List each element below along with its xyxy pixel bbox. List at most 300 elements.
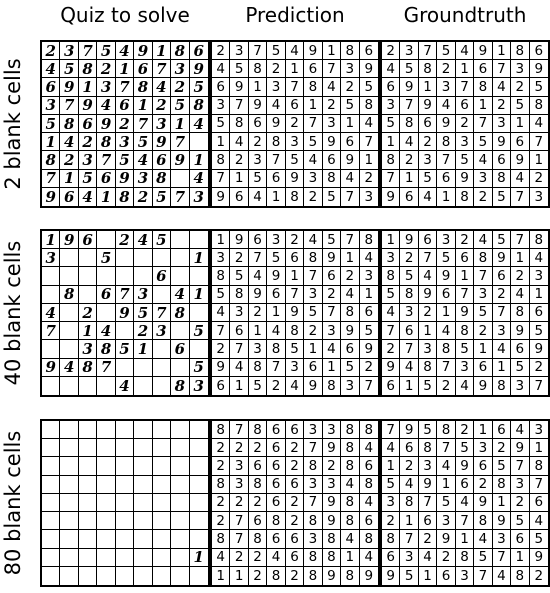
groundtruth-cell: 1 xyxy=(493,42,511,60)
groundtruth-cell: 9 xyxy=(437,115,455,133)
groundtruth-cell: 3 xyxy=(511,377,529,395)
groundtruth-cell: 2 xyxy=(456,231,474,249)
quiz-cell: 2 xyxy=(116,115,134,133)
groundtruth-cell: 8 xyxy=(474,249,492,267)
prediction-cell: 4 xyxy=(212,60,230,78)
groundtruth-cell: 3 xyxy=(474,286,492,304)
prediction-cell: 8 xyxy=(230,286,248,304)
groundtruth-cell: 2 xyxy=(511,78,529,96)
quiz-cell: 7 xyxy=(116,78,134,96)
prediction-cell: 6 xyxy=(267,421,285,439)
quiz-cell: 9 xyxy=(116,304,134,322)
prediction-cell: 9 xyxy=(267,115,285,133)
prediction-cell: 5 xyxy=(267,249,285,267)
prediction-cell: 8 xyxy=(341,457,359,475)
quiz-cell: 9 xyxy=(60,78,78,96)
quiz-cell xyxy=(171,549,189,567)
quiz-cell xyxy=(97,476,115,494)
groundtruth-cell: 9 xyxy=(419,476,437,494)
quiz-cell: 3 xyxy=(42,249,60,267)
quiz-cell: 1 xyxy=(134,97,152,115)
quiz-cell xyxy=(134,421,152,439)
groundtruth-cell: 5 xyxy=(437,42,455,60)
groundtruth-cell: 9 xyxy=(437,267,455,285)
quiz-cell xyxy=(97,377,115,395)
groundtruth-cell: 6 xyxy=(474,359,492,377)
groundtruth-cell: 5 xyxy=(382,115,400,133)
prediction-cell: 1 xyxy=(304,340,322,358)
groundtruth-cell: 4 xyxy=(400,133,418,151)
groundtruth-cell: 8 xyxy=(474,512,492,530)
groundtruth-cell: 2 xyxy=(456,115,474,133)
groundtruth-cell: 6 xyxy=(382,377,400,395)
quiz-cell xyxy=(134,457,152,475)
quiz-cell xyxy=(116,457,134,475)
groundtruth-cell: 1 xyxy=(511,115,529,133)
groundtruth-cell: 5 xyxy=(419,421,437,439)
groundtruth-cell: 3 xyxy=(474,439,492,457)
groundtruth-cell: 7 xyxy=(511,188,529,206)
prediction-cell: 6 xyxy=(249,231,267,249)
quiz-cell: 6 xyxy=(153,267,171,285)
groundtruth-cell: 1 xyxy=(419,78,437,96)
prediction-cell: 8 xyxy=(323,170,341,188)
prediction-cell: 4 xyxy=(323,78,341,96)
groundtruth-cell: 3 xyxy=(456,359,474,377)
quiz-cell xyxy=(171,457,189,475)
prediction-cell: 5 xyxy=(286,151,304,169)
groundtruth-cell: 1 xyxy=(530,286,548,304)
groundtruth-cell: 4 xyxy=(400,359,418,377)
quiz-cell: 4 xyxy=(97,97,115,115)
quiz-cell xyxy=(171,494,189,512)
quiz-cell xyxy=(171,530,189,548)
quiz-cell xyxy=(153,476,171,494)
groundtruth-cell: 8 xyxy=(530,457,548,475)
quiz-cell xyxy=(42,421,60,439)
prediction-cell: 9 xyxy=(304,42,322,60)
quiz-cell: 1 xyxy=(190,249,208,267)
quiz-cell: 1 xyxy=(134,340,152,358)
quiz-cell xyxy=(116,549,134,567)
quiz-cell: 1 xyxy=(42,133,60,151)
groundtruth-cell: 3 xyxy=(437,78,455,96)
prediction-cell: 8 xyxy=(360,97,378,115)
prediction-cell: 5 xyxy=(360,78,378,96)
prediction-cell: 3 xyxy=(212,97,230,115)
quiz-cell: 1 xyxy=(79,322,97,340)
groundtruth-cell: 8 xyxy=(511,567,529,585)
groundtruth-cell: 8 xyxy=(400,115,418,133)
quiz-cell: 6 xyxy=(79,115,97,133)
quiz-cell: 5 xyxy=(134,304,152,322)
groundtruth-cell: 6 xyxy=(382,549,400,567)
prediction-cell: 7 xyxy=(304,439,322,457)
prediction-cell: 9 xyxy=(230,231,248,249)
quiz-cell xyxy=(60,494,78,512)
row-label-40-blank xyxy=(0,229,26,397)
quiz-cell: 7 xyxy=(134,115,152,133)
prediction-cell: 7 xyxy=(230,340,248,358)
quiz-cell: 4 xyxy=(79,188,97,206)
prediction-cell: 9 xyxy=(212,188,230,206)
quiz-cell xyxy=(134,512,152,530)
groundtruth-cell: 7 xyxy=(400,340,418,358)
groundtruth-cell: 3 xyxy=(419,151,437,169)
groundtruth-cell: 1 xyxy=(419,567,437,585)
prediction-cell: 2 xyxy=(212,340,230,358)
groundtruth-cell: 2 xyxy=(400,249,418,267)
prediction-cell: 8 xyxy=(212,421,230,439)
quiz-cell: 6 xyxy=(97,286,115,304)
prediction-cell: 3 xyxy=(249,340,267,358)
quiz-cell xyxy=(79,512,97,530)
groundtruth-cell: 7 xyxy=(511,231,529,249)
prediction-cell: 7 xyxy=(286,78,304,96)
groundtruth-cell: 8 xyxy=(493,377,511,395)
prediction-cell: 3 xyxy=(267,78,285,96)
groundtruth-cell: 6 xyxy=(456,249,474,267)
quiz-cell xyxy=(153,512,171,530)
prediction-cell: 8 xyxy=(249,421,267,439)
groundtruth-cell: 2 xyxy=(419,133,437,151)
groundtruth-cell: 7 xyxy=(474,115,492,133)
prediction-cell: 7 xyxy=(267,151,285,169)
quiz-cell: 7 xyxy=(116,286,134,304)
groundtruth-cell: 3 xyxy=(534,188,544,205)
prediction-cell: 5 xyxy=(249,170,267,188)
groundtruth-cell: 3 xyxy=(530,421,548,439)
groundtruth-cell: 7 xyxy=(530,476,548,494)
quiz-cell: 2 xyxy=(97,60,115,78)
prediction-cell: 6 xyxy=(360,42,378,60)
quiz-cell: 4 xyxy=(60,133,78,151)
groundtruth-cell: 8 xyxy=(530,231,548,249)
prediction-cell: 5 xyxy=(341,359,359,377)
quiz-cell xyxy=(42,457,60,475)
prediction-cell: 5 xyxy=(304,304,322,322)
prediction-cell: 4 xyxy=(360,439,378,457)
groundtruth-cell: 7 xyxy=(456,78,474,96)
quiz-cell: 5 xyxy=(190,78,208,96)
prediction-cell: 6 xyxy=(286,97,304,115)
quiz-board-40-blank xyxy=(40,229,210,397)
prediction-cell: 1 xyxy=(230,170,248,188)
quiz-cell xyxy=(116,512,134,530)
prediction-cell: 7 xyxy=(304,494,322,512)
groundtruth-cell: 7 xyxy=(437,359,455,377)
groundtruth-cell: 4 xyxy=(437,97,455,115)
groundtruth-cell: 1 xyxy=(382,457,400,475)
prediction-cell: 2 xyxy=(286,494,304,512)
quiz-cell: 8 xyxy=(97,133,115,151)
prediction-cell: 6 xyxy=(267,286,285,304)
quiz-cell xyxy=(190,304,208,322)
prediction-cell: 3 xyxy=(230,304,248,322)
groundtruth-cell: 3 xyxy=(493,322,511,340)
groundtruth-cell: 7 xyxy=(382,322,400,340)
quiz-cell: 5 xyxy=(153,231,171,249)
quiz-cell xyxy=(79,567,97,585)
prediction-cell: 8 xyxy=(341,42,359,60)
groundtruth-cell: 3 xyxy=(382,249,400,267)
groundtruth-cell: 6 xyxy=(419,512,437,530)
quiz-cell xyxy=(97,530,115,548)
groundtruth-cell: 9 xyxy=(456,304,474,322)
groundtruth-cell: 9 xyxy=(437,530,455,548)
prediction-cell: 4 xyxy=(249,188,267,206)
groundtruth-cell: 6 xyxy=(493,421,511,439)
groundtruth-cell: 9 xyxy=(493,249,511,267)
groundtruth-cell: 5 xyxy=(493,457,511,475)
quiz-cell: 9 xyxy=(134,42,152,60)
prediction-cell: 3 xyxy=(323,322,341,340)
prediction-cell: 1 xyxy=(323,42,341,60)
prediction-cell: 4 xyxy=(267,97,285,115)
quiz-cell xyxy=(134,549,152,567)
prediction-cell: 3 xyxy=(212,249,230,267)
prediction-cell: 4 xyxy=(323,340,341,358)
quiz-cell xyxy=(190,476,208,494)
prediction-cell: 6 xyxy=(286,249,304,267)
quiz-cell xyxy=(60,377,78,395)
prediction-cell: 7 xyxy=(230,530,248,548)
groundtruth-cell: 5 xyxy=(400,267,418,285)
groundtruth-cell: 6 xyxy=(511,133,529,151)
prediction-cell: 6 xyxy=(286,476,304,494)
groundtruth-cell: 3 xyxy=(437,512,455,530)
groundtruth-cell: 4 xyxy=(456,42,474,60)
groundtruth-cell: 4 xyxy=(493,567,511,585)
groundtruth-cell: 6 xyxy=(511,530,529,548)
groundtruth-cell: 8 xyxy=(400,494,418,512)
quiz-cell xyxy=(79,530,97,548)
groundtruth-cell: 1 xyxy=(382,133,400,151)
prediction-cell: 2 xyxy=(230,151,248,169)
groundtruth-cell: 5 xyxy=(511,512,529,530)
groundtruth-cell: 6 xyxy=(400,322,418,340)
quiz-cell xyxy=(60,439,78,457)
quiz-cell xyxy=(171,567,189,585)
prediction-cell: 3 xyxy=(286,359,304,377)
groundtruth-cell: 4 xyxy=(437,322,455,340)
prediction-cell: 8 xyxy=(341,439,359,457)
quiz-cell xyxy=(116,322,134,340)
prediction-cell: 8 xyxy=(267,340,285,358)
prediction-cell: 5 xyxy=(230,267,248,285)
quiz-cell: 7 xyxy=(153,60,171,78)
prediction-cell: 9 xyxy=(230,78,248,96)
groundtruth-cell: 5 xyxy=(511,359,529,377)
groundtruth-cell: 1 xyxy=(493,359,511,377)
prediction-cell: 3 xyxy=(286,133,304,151)
quiz-cell: 3 xyxy=(193,376,204,395)
groundtruth-cell: 6 xyxy=(493,267,511,285)
groundtruth-cell: 1 xyxy=(530,439,548,457)
prediction-cell: 6 xyxy=(341,133,359,151)
prediction-cell: 9 xyxy=(267,267,285,285)
prediction-cell: 6 xyxy=(360,457,378,475)
groundtruth-cell: 5 xyxy=(456,151,474,169)
groundtruth-cell: 1 xyxy=(382,231,400,249)
groundtruth-cell: 3 xyxy=(456,133,474,151)
prediction-cell: 2 xyxy=(360,170,378,188)
groundtruth-cell: 5 xyxy=(493,188,511,206)
prediction-cell: 2 xyxy=(267,60,285,78)
groundtruth-cell: 3 xyxy=(493,530,511,548)
quiz-cell: 9 xyxy=(153,133,171,151)
quiz-cell: 9 xyxy=(42,359,60,377)
quiz-cell: 1 xyxy=(97,188,115,206)
prediction-cell: 6 xyxy=(212,377,230,395)
quiz-cell: 1 xyxy=(116,60,134,78)
quiz-cell: 6 xyxy=(134,60,152,78)
row-label-80-blank xyxy=(0,419,26,587)
groundtruth-cell: 5 xyxy=(493,231,511,249)
groundtruth-board-40-blank xyxy=(380,229,550,397)
quiz-cell: 5 xyxy=(60,60,78,78)
quiz-cell xyxy=(153,286,171,304)
quiz-cell: 5 xyxy=(97,42,115,60)
prediction-cell: 9 xyxy=(304,377,322,395)
quiz-cell xyxy=(60,476,78,494)
groundtruth-cell: 9 xyxy=(474,377,492,395)
prediction-cell: 7 xyxy=(230,97,248,115)
quiz-cell: 1 xyxy=(153,42,171,60)
prediction-cell: 9 xyxy=(341,322,359,340)
quiz-cell: 2 xyxy=(79,304,97,322)
quiz-cell xyxy=(153,549,171,567)
groundtruth-cell: 8 xyxy=(493,170,511,188)
quiz-cell: 8 xyxy=(171,42,189,60)
groundtruth-cell: 2 xyxy=(382,42,400,60)
prediction-cell: 7 xyxy=(360,133,378,151)
row-label-80-blank-text: 80 blank cells xyxy=(1,430,25,576)
quiz-cell xyxy=(171,421,189,439)
prediction-cell: 1 xyxy=(304,97,322,115)
prediction-cell: 2 xyxy=(249,304,267,322)
quiz-cell: 2 xyxy=(79,133,97,151)
quiz-cell xyxy=(134,439,152,457)
quiz-cell: 9 xyxy=(116,170,134,188)
quiz-cell xyxy=(97,494,115,512)
prediction-cell: 7 xyxy=(323,304,341,322)
groundtruth-cell: 7 xyxy=(493,60,511,78)
prediction-cell: 8 xyxy=(267,512,285,530)
groundtruth-cell: 8 xyxy=(456,188,474,206)
prediction-board-80-blank xyxy=(210,419,380,587)
prediction-cell: 3 xyxy=(249,151,267,169)
quiz-cell xyxy=(171,322,189,340)
prediction-cell: 2 xyxy=(286,567,304,585)
prediction-cell: 8 xyxy=(212,476,230,494)
quiz-cell: 4 xyxy=(42,60,60,78)
groundtruth-cell: 2 xyxy=(511,267,529,285)
groundtruth-cell: 7 xyxy=(419,249,437,267)
groundtruth-cell: 8 xyxy=(437,340,455,358)
groundtruth-cell: 9 xyxy=(474,494,492,512)
quiz-cell xyxy=(190,267,208,285)
quiz-cell xyxy=(79,421,97,439)
groundtruth-cell: 5 xyxy=(530,530,548,548)
prediction-cell: 1 xyxy=(360,286,378,304)
groundtruth-cell: 5 xyxy=(400,60,418,78)
quiz-cell xyxy=(97,457,115,475)
prediction-cell: 1 xyxy=(267,304,285,322)
prediction-cell: 1 xyxy=(323,359,341,377)
groundtruth-cell: 2 xyxy=(382,512,400,530)
groundtruth-cell: 9 xyxy=(456,457,474,475)
quiz-cell xyxy=(60,249,78,267)
prediction-cell: 8 xyxy=(360,530,378,548)
prediction-cell: 7 xyxy=(286,286,304,304)
groundtruth-cell: 4 xyxy=(474,231,492,249)
prediction-cell: 4 xyxy=(304,151,322,169)
prediction-cell: 9 xyxy=(323,439,341,457)
prediction-cell: 7 xyxy=(230,512,248,530)
quiz-cell xyxy=(97,304,115,322)
quiz-cell: 4 xyxy=(153,78,171,96)
quiz-cell: 5 xyxy=(116,151,134,169)
quiz-cell xyxy=(79,377,97,395)
groundtruth-cell: 2 xyxy=(474,476,492,494)
groundtruth-cell: 9 xyxy=(530,340,548,358)
quiz-cell: 4 xyxy=(97,322,115,340)
groundtruth-cell: 2 xyxy=(400,457,418,475)
groundtruth-cell: 1 xyxy=(511,549,529,567)
quiz-cell: 2 xyxy=(171,78,189,96)
prediction-cell: 2 xyxy=(212,512,230,530)
groundtruth-cell: 1 xyxy=(456,267,474,285)
prediction-cell: 4 xyxy=(212,304,230,322)
quiz-cell xyxy=(134,377,152,395)
quiz-cell: 3 xyxy=(193,187,204,206)
quiz-cell: 4 xyxy=(116,377,134,395)
quiz-cell xyxy=(190,530,208,548)
groundtruth-cell: 4 xyxy=(400,476,418,494)
prediction-cell: 9 xyxy=(286,170,304,188)
prediction-cell: 8 xyxy=(323,530,341,548)
groundtruth-cell: 5 xyxy=(382,476,400,494)
quiz-cell xyxy=(60,549,78,567)
groundtruth-cell: 6 xyxy=(437,170,455,188)
prediction-cell: 8 xyxy=(267,567,285,585)
quiz-cell: 1 xyxy=(79,78,97,96)
prediction-cell: 8 xyxy=(267,133,285,151)
groundtruth-cell: 1 xyxy=(419,322,437,340)
groundtruth-cell: 9 xyxy=(456,170,474,188)
quiz-cell: 1 xyxy=(190,286,208,304)
quiz-cell: 2 xyxy=(42,42,60,60)
quiz-cell: 5 xyxy=(134,133,152,151)
prediction-cell: 7 xyxy=(341,231,359,249)
prediction-cell: 7 xyxy=(304,267,322,285)
quiz-cell: 8 xyxy=(79,60,97,78)
groundtruth-cell: 8 xyxy=(400,286,418,304)
quiz-cell xyxy=(79,494,97,512)
quiz-cell: 1 xyxy=(190,549,208,567)
quiz-cell: 1 xyxy=(171,115,189,133)
prediction-cell: 1 xyxy=(341,115,359,133)
groundtruth-cell: 2 xyxy=(382,340,400,358)
groundtruth-cell: 2 xyxy=(530,170,548,188)
quiz-cell: 2 xyxy=(134,188,152,206)
quiz-cell: 7 xyxy=(153,304,171,322)
quiz-cell: 9 xyxy=(42,188,60,206)
prediction-cell: 2 xyxy=(212,494,230,512)
groundtruth-cell: 8 xyxy=(456,549,474,567)
quiz-cell: 3 xyxy=(79,151,97,169)
